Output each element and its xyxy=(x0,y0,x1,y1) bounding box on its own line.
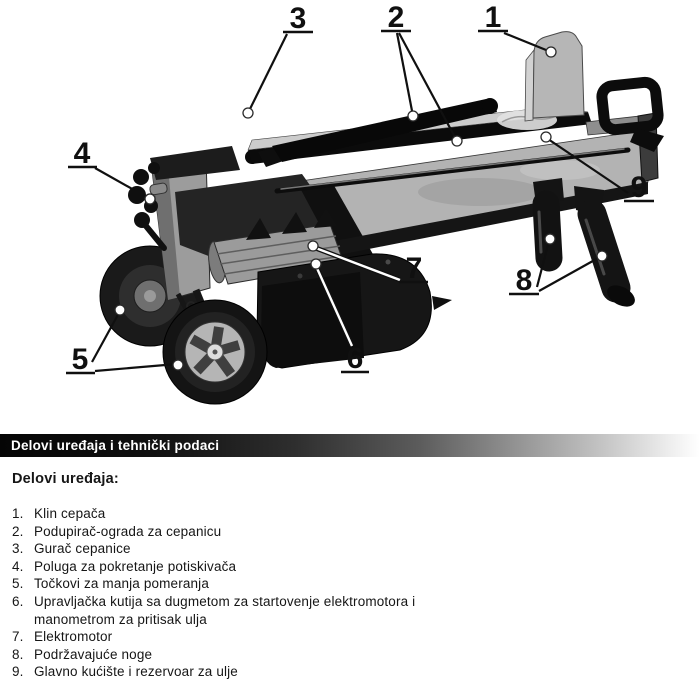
callout-9-number: 9 xyxy=(630,171,648,204)
list-item xyxy=(12,628,572,646)
item-text xyxy=(34,593,572,628)
callout-1-number: 1 xyxy=(484,1,502,34)
item-number: 4. xyxy=(12,558,24,574)
callout-7-number: 7 xyxy=(405,252,423,285)
parts-heading: Delovi uređaja: xyxy=(12,471,119,487)
list-item xyxy=(12,593,572,628)
list-item xyxy=(12,505,572,523)
item-number: 2. xyxy=(12,523,24,539)
item-text: Klin cepača xyxy=(34,506,106,521)
item-number: 1. xyxy=(12,506,24,521)
item-text: Elektromotor xyxy=(34,629,113,645)
item-text-line1: Upravljačka kutija sa dugmetom za startovenje elektromotora i xyxy=(34,593,416,609)
section-header-bar xyxy=(0,434,700,457)
item-number: 7. xyxy=(12,629,24,645)
item-number: 8. xyxy=(12,646,24,662)
callout-4-number: 4 xyxy=(73,137,91,170)
log-splitter-illustration xyxy=(100,32,664,404)
item-number: 3. xyxy=(12,541,24,557)
list-item xyxy=(12,523,572,541)
item-text: Glavno kućište i rezervoar za ulje xyxy=(34,664,238,679)
callout-3 xyxy=(243,2,313,118)
item-number: 5. xyxy=(12,576,24,592)
list-item xyxy=(12,540,572,558)
item-number: 6. xyxy=(12,593,24,609)
support-leg-right xyxy=(586,214,638,311)
list-item xyxy=(12,558,572,576)
item-number: 9. xyxy=(12,664,24,679)
callout-2-number: 2 xyxy=(387,1,405,34)
callout-3-number: 3 xyxy=(289,2,307,35)
callout-5-number: 5 xyxy=(71,343,89,376)
callout-6-number: 6 xyxy=(346,342,364,375)
front-wheel xyxy=(163,300,267,404)
list-item xyxy=(12,575,572,593)
item-text: Podupirač-ograda za cepanicu xyxy=(34,523,222,539)
callout-1 xyxy=(478,1,556,57)
item-text: Gurač cepanice xyxy=(34,541,131,557)
list-item xyxy=(12,663,572,679)
item-text: Podržavajuće noge xyxy=(34,646,153,662)
item-text: Točkovi za manja pomeranja xyxy=(34,576,209,592)
section-header-title: Delovi uređaja i tehnički podaci xyxy=(11,438,220,453)
list-item xyxy=(12,646,572,664)
parts-list xyxy=(12,505,572,679)
item-text-line2: manometrom za pritisak ulja xyxy=(34,611,207,627)
item-text: Poluga za pokretanje potiskivača xyxy=(34,558,237,574)
callout-8-number: 8 xyxy=(515,264,533,297)
